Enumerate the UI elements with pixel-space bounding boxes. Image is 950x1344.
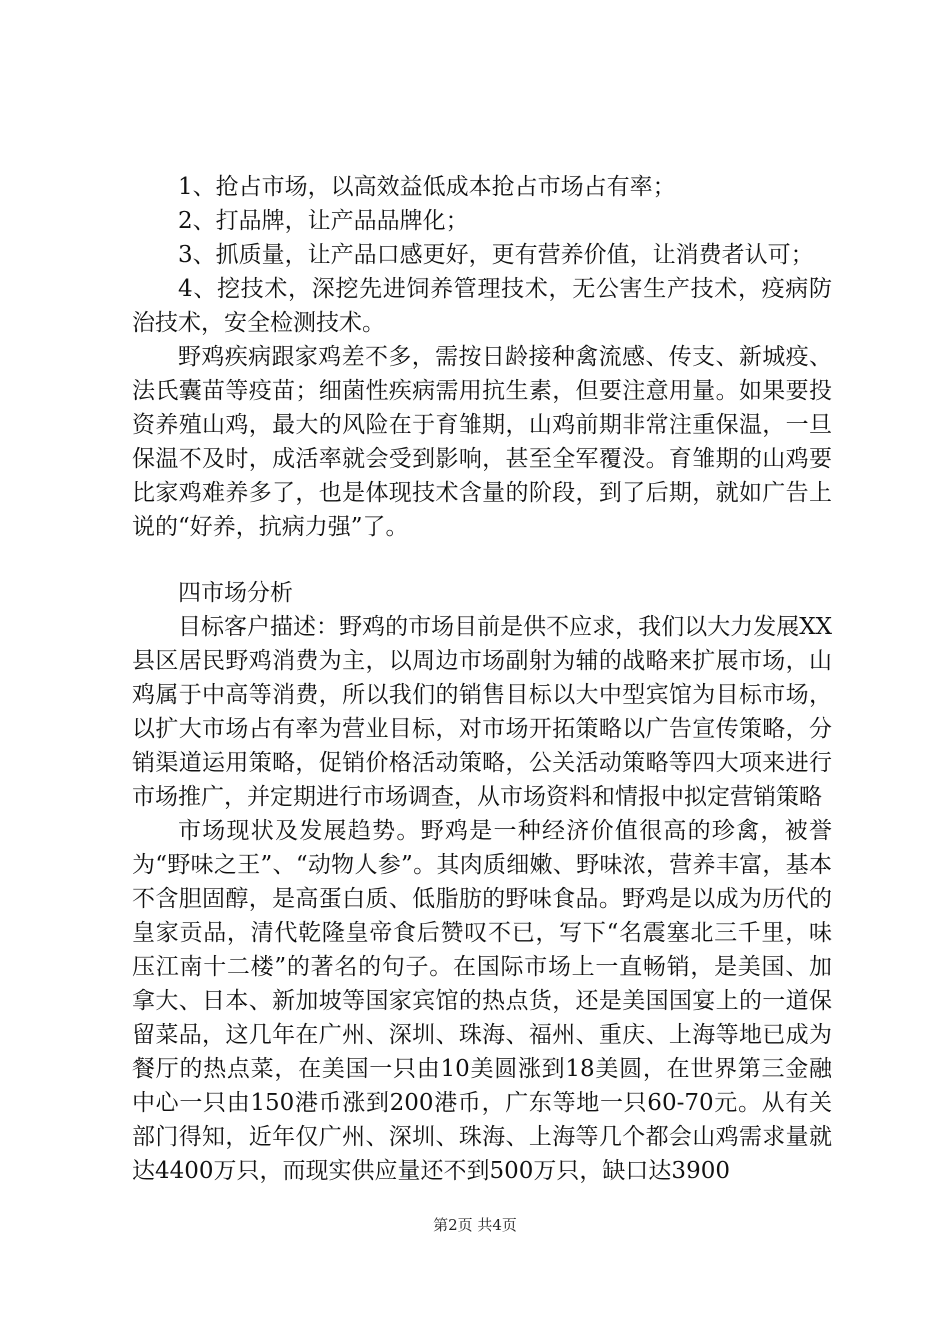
list-item-market: 1、抢占市场，以高效益低成本抢占市场占有率；	[178, 174, 676, 200]
list-item-technology: 4、挖技术，深挖先进饲养管理技术，无公害生产技术，疫病防治技术，安全检测技术。	[132, 276, 832, 336]
paragraph-target-customers: 目标客户描述：野鸡的市场目前是供不应求，我们以大力发展XX县区居民野鸡消费为主，以周边市场副射为辅的战略来扩展市场，山鸡属于中高等消费，所以我们的销售目标以大中型宾馆为目标市场，以扩大市场占有率为营业目标，对市场开拓策略以广告宣传策略，分销渠道运用策略，促销价格活动策略，公关活动策略等四大项来进行市场推广，并定期进行市场调查，从市场资料和情报中拟定营销策略	[132, 614, 832, 810]
page-footer: 第2页 共4页	[433, 1216, 517, 1234]
section-heading-market-analysis: 四市场分析	[178, 580, 293, 606]
paragraph-market-status: 市场现状及发展趋势。野鸡是一种经济价值很高的珍禽，被誉为“野味之王”、“动物人参”。其肉质细嫩、野味浓，营养丰富，基本不含胆固醇，是高蛋白质、低脂肪的野味食品。野鸡是以成为历代的皇家贡品，清代乾隆皇帝食后赞叹不已，写下“名震塞北三千里，味压江南十二楼”的著名的句子。在国际市场上一直畅销，是美国、加拿大、日本、新加坡等国家宾馆的热点货，还是美国国宴上的一道保留菜品，这几年在广州、深圳、珠海、福州、重庆、上海等地已成为餐厅的热点菜，在美国一只由10美圆涨到18美圆，在世界第三金融中心一只由150港币涨到200港币，广东等地一只60-70元。从有关部门得知，近年仅广州、深圳、珠海、上海等几个都会山鸡需求量就达4400万只，而现实供应量还不到500万只，缺口达3900	[132, 818, 832, 1184]
document-body	[132, 170, 832, 1188]
list-item-brand: 2、打品牌，让产品品牌化；	[178, 208, 469, 234]
list-item-quality: 3、抓质量，让产品口感更好，更有营养价值，让消费者认可；	[178, 242, 814, 268]
paragraph-disease: 野鸡疾病跟家鸡差不多，需按日龄接种禽流感、传支、新城疫、法氏囊苗等疫苗；细菌性疾病需用抗生素，但要注意用量。如果要投资养殖山鸡，最大的风险在于育雏期，山鸡前期非常注重保温，一旦保温不及时，成活率就会受到影响，甚至全军覆没。育雏期的山鸡要比家鸡难养多了，也是体现技术含量的阶段，到了后期，就如广告上说的“好养，抗病力强”了。	[132, 344, 832, 540]
